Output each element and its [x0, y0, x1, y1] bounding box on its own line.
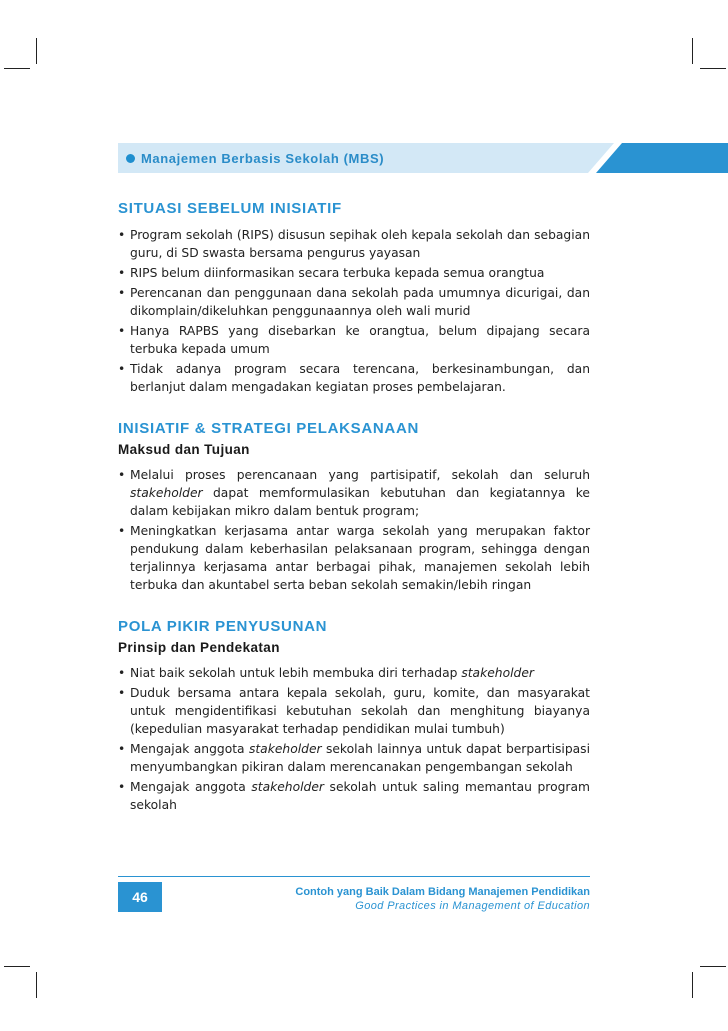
- list-item-text: Meningkatkan kerjasama antar warga sekolah yang merupakan faktor pendukung dalam keberhasilan pelaksanaan program, sehingga dengan terjalinnya kerjasama antar berbagai pihak, manajemen sekolah lebih terbuka dan akuntabel serta beban sekolah semakin/lebih ringan: [130, 524, 590, 592]
- crop-mark: [36, 38, 37, 64]
- list-item: [118, 778, 590, 814]
- list-item-text: RIPS belum diinformasikan secara terbuka kepada semua orangtua: [130, 266, 545, 280]
- crop-mark: [700, 68, 726, 69]
- section-title: SITUASI SEBELUM INISIATIF: [118, 200, 342, 217]
- main-content: [118, 198, 590, 816]
- crop-mark: [700, 966, 726, 967]
- list-item-text: sekolah untuk saling memantau program sekolah: [130, 780, 590, 812]
- bullet-dot-icon: [126, 154, 135, 163]
- crop-mark: [692, 972, 693, 998]
- page-number: 46: [118, 882, 162, 912]
- list-item: [118, 226, 590, 262]
- footer-divider: [118, 876, 590, 877]
- list-item-text: Melalui proses perencanaan yang partisipatif, sekolah dan seluruh: [130, 468, 590, 482]
- list-item-text: Perencanan dan penggunaan dana sekolah pada umumnya dicurigai, dan dikomplain/dikeluhkan penggunaannya oleh wali murid: [130, 286, 590, 318]
- list-item: [118, 664, 590, 682]
- list-item: [118, 740, 590, 776]
- bullet-list: [118, 664, 590, 814]
- footer-title-line1: Contoh yang Baik Dalam Bidang Manajemen Pendidikan: [295, 886, 590, 898]
- list-item-text: Duduk bersama antara kepala sekolah, guru, komite, dan masyarakat untuk mengidentifikasi kebutuhan sekolah dan menghitung biayanya (kepedulian masyarakat terhadap pendidikan mulai tumbuh): [130, 686, 590, 736]
- list-item-text: Mengajak anggota: [130, 742, 249, 756]
- footer-title: [295, 885, 590, 913]
- list-item: [118, 322, 590, 358]
- list-item-text: sekolah lainnya untuk dapat berpartisipasi menyumbangkan pikiran dalam merencanakan pengembangan sekolah: [130, 742, 590, 774]
- crop-mark: [36, 972, 37, 998]
- list-item-text: Mengajak anggota: [130, 780, 252, 794]
- list-item: [118, 522, 590, 594]
- section-subtitle: Maksud dan Tujuan: [118, 442, 250, 457]
- crop-mark: [4, 966, 30, 967]
- list-item: [118, 284, 590, 320]
- footer-title-line2: Good Practices in Management of Education: [355, 900, 590, 912]
- section-subtitle: Prinsip dan Pendekatan: [118, 640, 280, 655]
- list-item-text: Program sekolah (RIPS) disusun sepihak oleh kepala sekolah dan sebagian guru, di SD swasta bersama pengurus yayasan: [130, 228, 590, 260]
- list-item-emphasis: stakeholder: [251, 780, 324, 794]
- section-title: POLA PIKIR PENYUSUNAN: [118, 618, 328, 635]
- list-item: [118, 264, 590, 282]
- crop-mark: [4, 68, 30, 69]
- list-item-emphasis: stakeholder: [248, 742, 322, 756]
- bullet-list: [118, 466, 590, 594]
- list-item-emphasis: stakeholder: [461, 666, 534, 680]
- list-item-text: dapat memformulasikan kebutuhan dan kegiatannya ke dalam kebijakan mikro dalam bentuk program;: [130, 486, 590, 518]
- list-item-text: Tidak adanya program secara terencana, berkesinambungan, dan berlanjut dalam mengadakan kegiatan proses pembelajaran.: [130, 362, 590, 394]
- bullet-list: [118, 226, 590, 396]
- list-item-text: Niat baik sekolah untuk lebih membuka diri terhadap: [130, 666, 462, 680]
- list-item: [118, 360, 590, 396]
- list-item-text: Hanya RAPBS yang disebarkan ke orangtua, belum dipajang secara terbuka kepada umum: [130, 324, 590, 356]
- header-title-text: Manajemen Berbasis Sekolah (MBS): [141, 150, 385, 166]
- crop-mark: [692, 38, 693, 64]
- list-item: [118, 684, 590, 738]
- section-title: INISIATIF & STRATEGI PELAKSANAAN: [118, 420, 420, 437]
- header-title: [126, 148, 384, 168]
- list-item-emphasis: stakeholder: [130, 486, 203, 500]
- list-item: [118, 466, 590, 520]
